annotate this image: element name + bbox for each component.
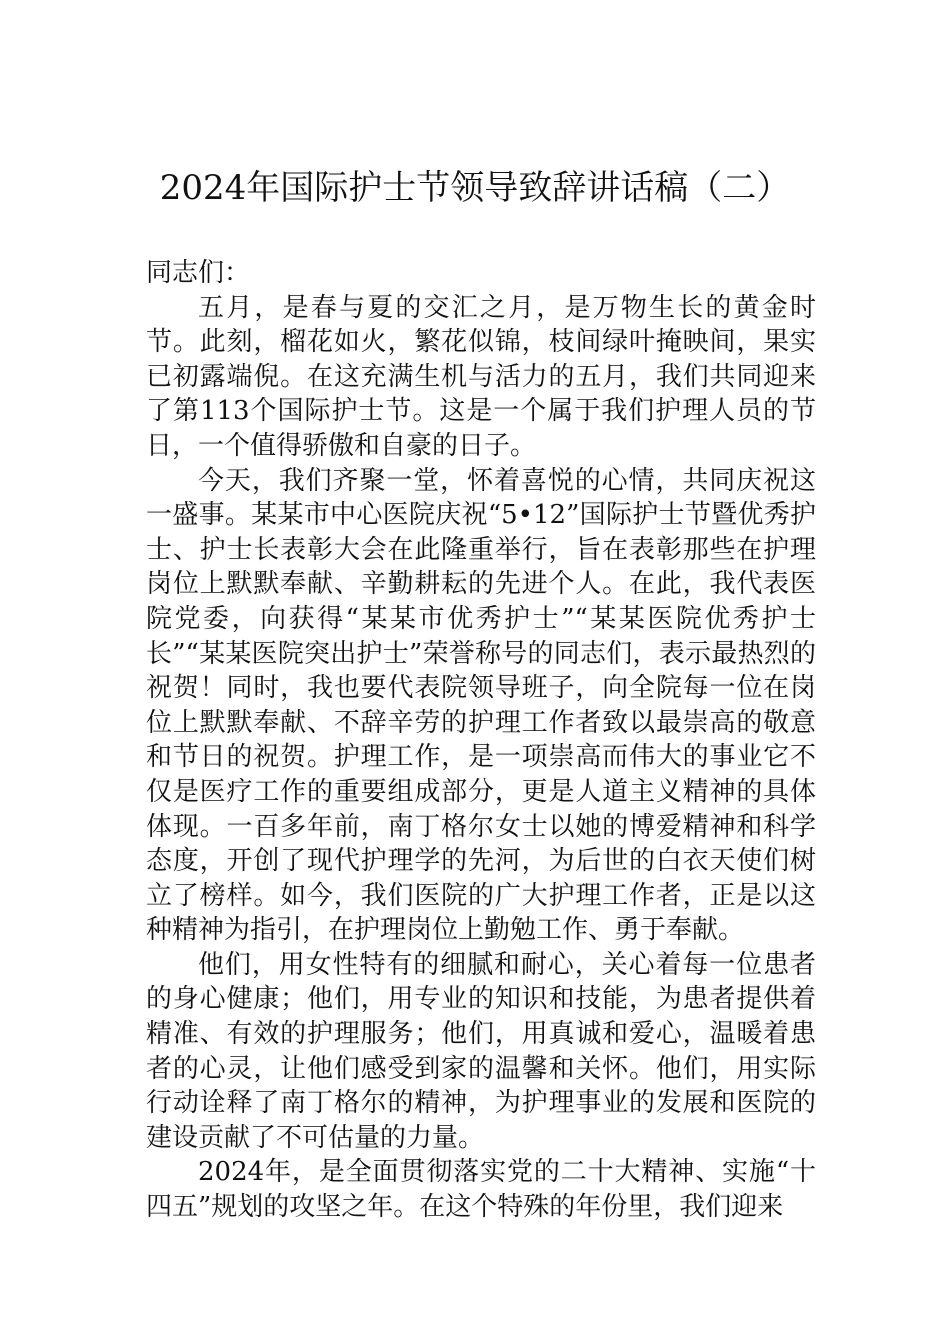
paragraph-1: 五月，是春与夏的交汇之月，是万物生长的黄金时节。此刻，榴花如火，繁花似锦，枝间绿叶掩映间，果实已初露端倪。在这充满生机与活力的五月，我们共同迎来了第113个国际护士节。这是一个属于我们护理人员的节日，一个值得骄傲和自豪的日子。	[146, 292, 816, 461]
paragraph-3: 他们，用女性特有的细腻和耐心，关心着每一位患者的身心健康；他们，用专业的知识和技能，为患者提供着精准、有效的护理服务；他们，用真诚和爱心，温暖着患者的心灵，让他们感受到家的温馨和关怀。他们，用实际行动诠释了南丁格尔的精神，为护理事业的发展和医院的建设贡献了不可估量的力量。	[146, 949, 816, 1153]
salutation: 同志们：	[146, 258, 251, 288]
paragraph-4: 2024年，是全面贯彻落实党的二十大精神、实施“十四五”规划的攻坚之年。在这个特殊的年份里，我们迎来	[146, 1157, 816, 1223]
document-title: 2024年国际护士节领导致辞讲话稿（二）	[159, 168, 791, 208]
document-body	[146, 256, 816, 1225]
paragraph-2: 今天，我们齐聚一堂，怀着喜悦的心情，共同庆祝这一盛事。某某市中心医院庆祝“5•12”国际护士节暨优秀护士、护士长表彰大会在此隆重举行，旨在表彰那些在护理岗位上默默奉献、辛勤耕耘的先进个人。在此，我代表医院党委，向获得“某某市优秀护士”“某某医院优秀护士长”“某某医院突出护士”荣誉称号的同志们，表示最热烈的祝贺！同时，我也要代表院领导班子，向全院每一位在岗位上默默奉献、不辞辛劳的护理工作者致以最崇高的敬意和节日的祝贺。护理工作，是一项崇高而伟大的事业它不仅是医疗工作的重要组成部分，更是人道主义精神的具体体现。一百多年前，南丁格尔女士以她的博爱精神和科学态度，开创了现代护理学的先河，为后世的白衣天使们树立了榜样。如今，我们医院的广大护理工作者，正是以这种精神为指引，在护理岗位上勤勉工作、勇于奉献。	[146, 465, 816, 946]
